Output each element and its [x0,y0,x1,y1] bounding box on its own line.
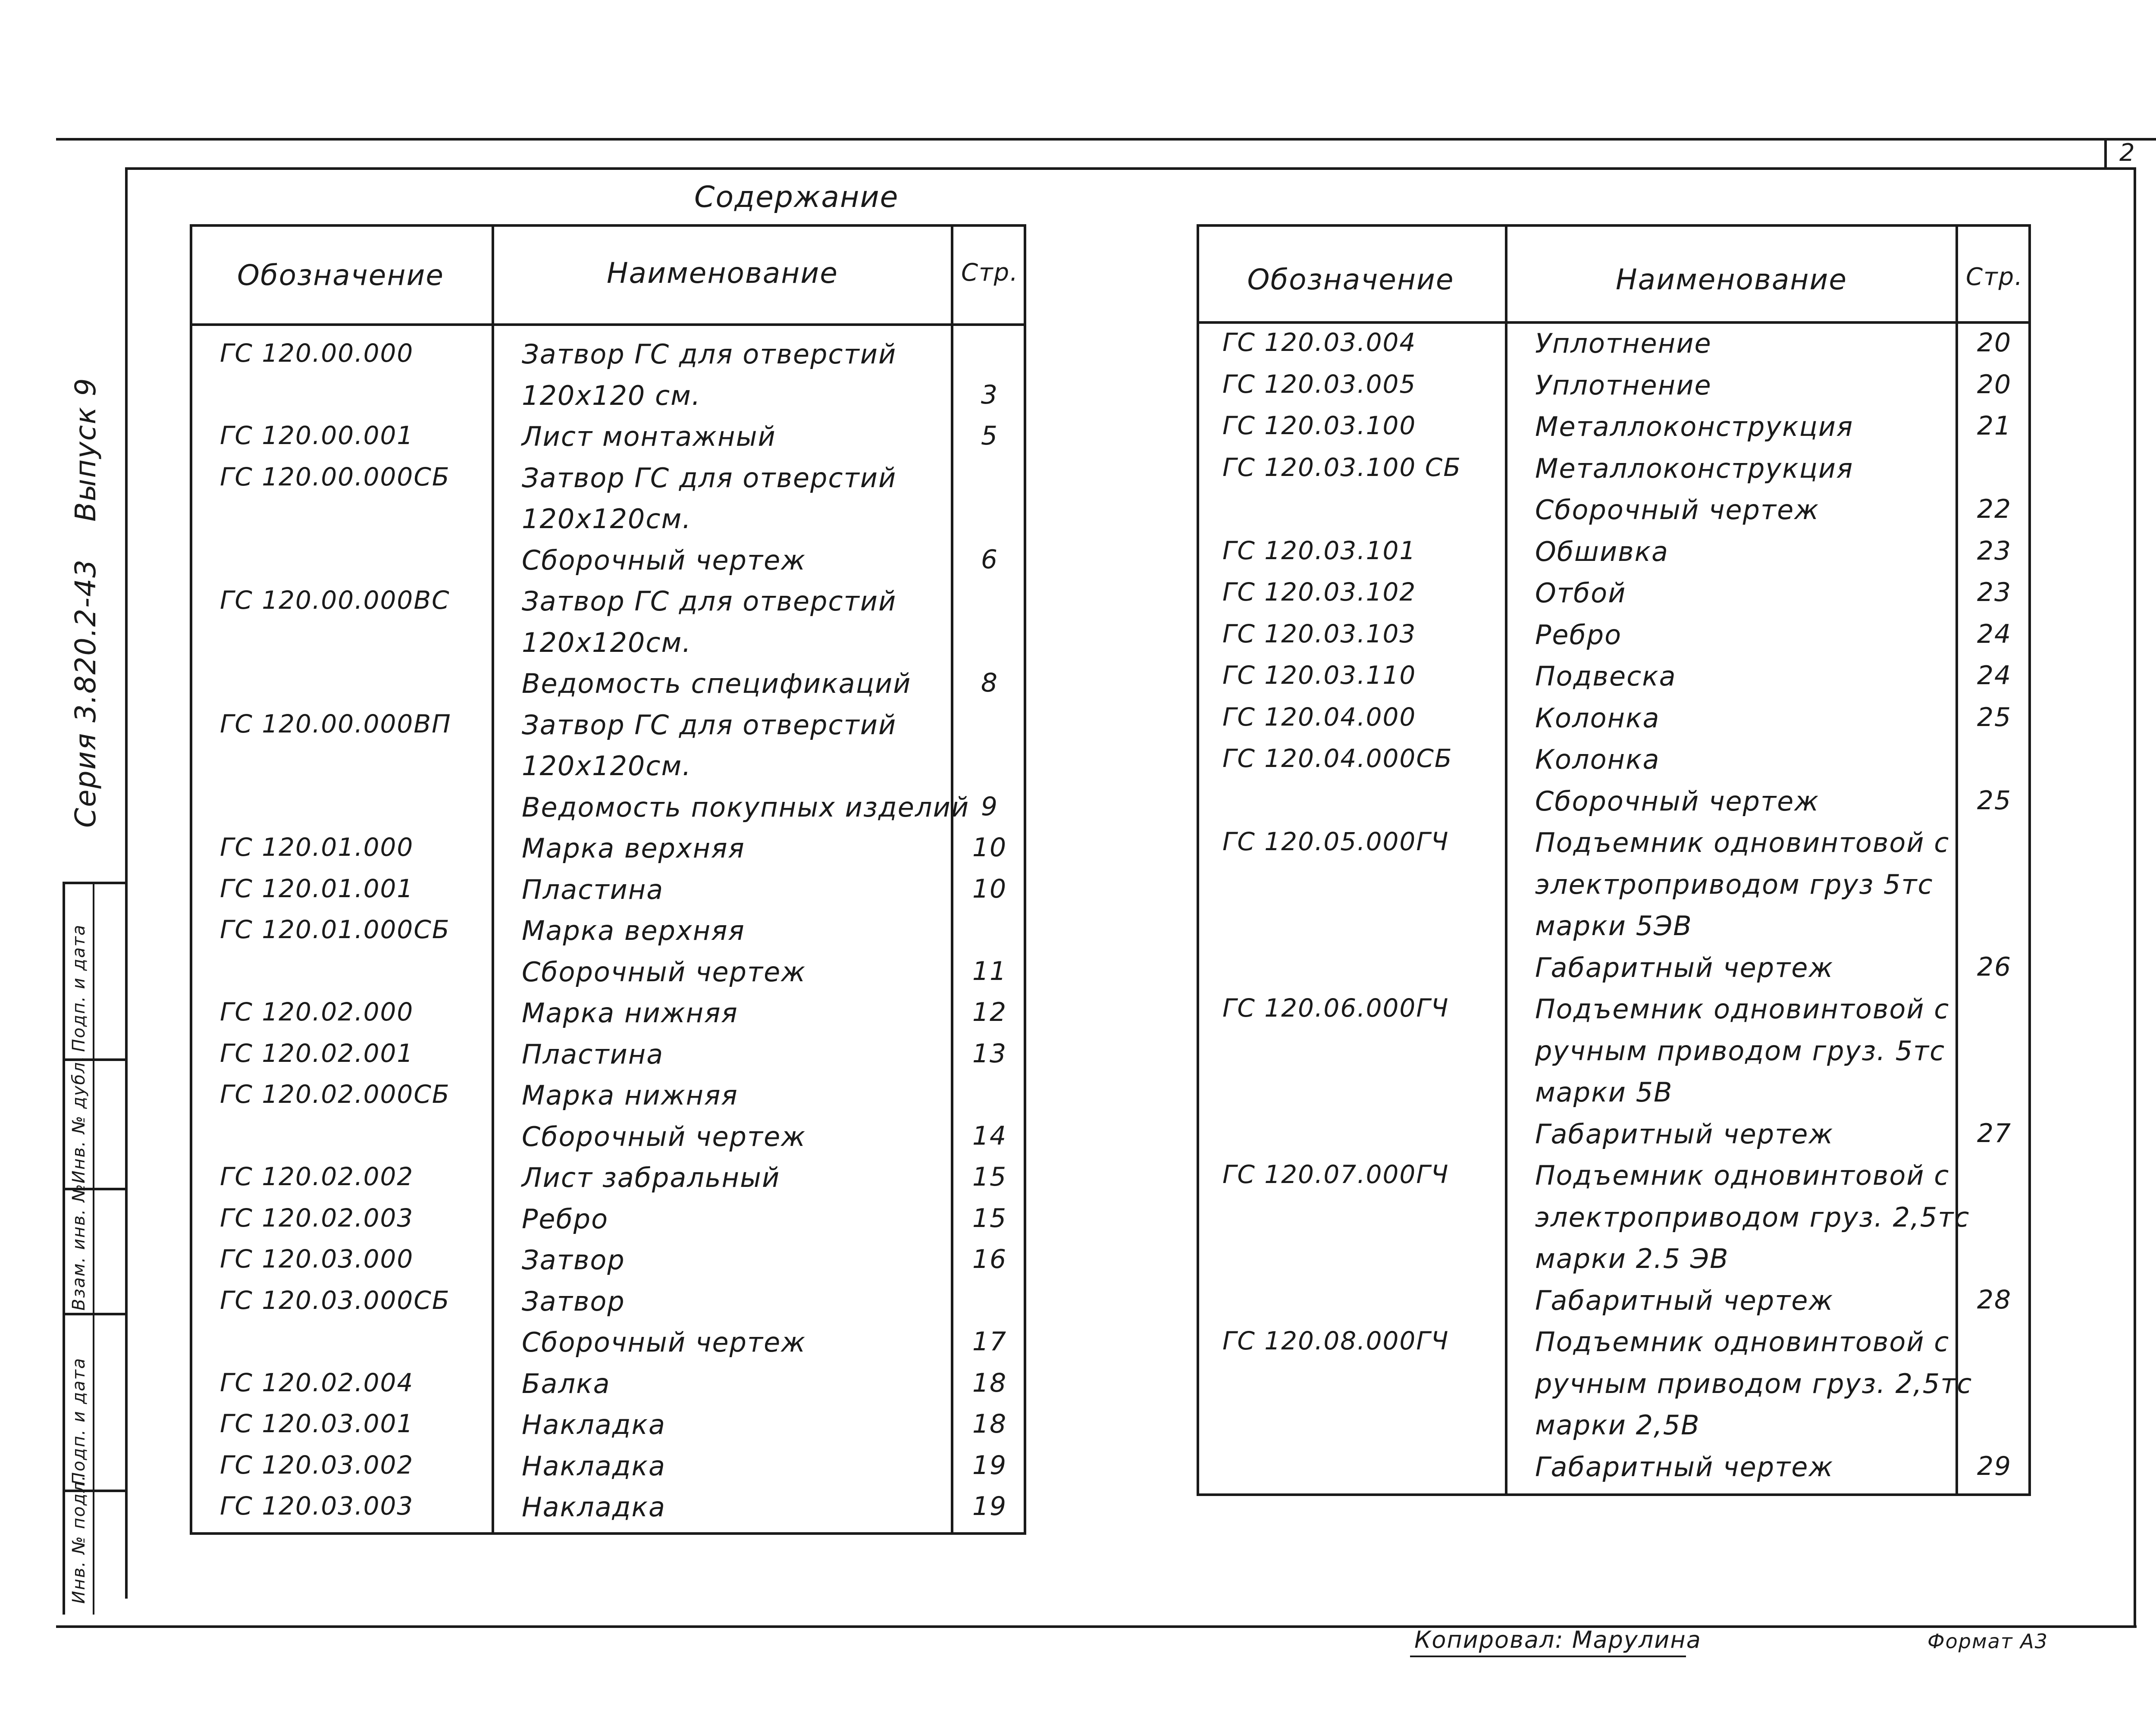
left_rows-row-8-name: Ведомость спецификаций [522,668,912,699]
right_rows-row-7-name: Ребро [1535,619,1622,651]
left_rows-row-28-name: Накладка [522,1491,666,1523]
left_rows-row-27-designation: ГС 120.03.002 [220,1450,414,1480]
right_rows-row-9-designation: ГС 120.04.000 [1222,702,1416,732]
left_rows-row-20-name: Лист забральный [522,1162,780,1193]
right-col-div-1 [1505,224,1507,1496]
right_rows-row-16-name: Подъемник одновинтовой с [1535,993,1950,1025]
left_rows-row-3-designation: ГС 120.00.000СБ [220,462,450,491]
left-col-div-1 [492,224,494,1535]
right_rows-row-15-page: 26 [1977,951,2012,982]
right_rows-row-5-designation: ГС 120.03.101 [1222,535,1416,565]
right_rows-row-24-name: Подъемник одновинтовой с [1535,1326,1950,1358]
right_rows-row-4-name: Сборочный чертеж [1535,494,1820,526]
left_rows-row-10-name: 120х120см. [522,750,692,782]
left_rows-row-23-name: Затвор [522,1285,625,1317]
right_rows-row-8-name: Подвеска [1535,660,1677,692]
left_rows-row-26-page: 18 [972,1409,1007,1439]
right_rows-row-6-name: Отбой [1535,577,1626,609]
right_rows-row-0-page: 20 [1977,328,2012,358]
left_rows-row-11-name: Ведомость покупных изделий [522,791,970,823]
inner-left-border-line [125,167,128,1599]
left_rows-row-20-page: 15 [972,1162,1007,1192]
left_rows-row-4-name: 120х120см. [522,503,692,535]
left-header-designation: Обозначение [237,259,444,292]
left_rows-row-6-name: Затвор ГС для отверстий [522,585,897,617]
right_rows-row-17-name: ручным приводом груз. 5тс [1535,1035,1946,1067]
right-contents-table [1197,224,2031,1496]
left_rows-row-7-name: 120х120см. [522,626,692,658]
left-header-page: Стр. [961,259,1019,287]
left_rows-row-19-page: 14 [972,1120,1007,1151]
left_rows-row-16-designation: ГС 120.02.000 [220,997,414,1027]
right_rows-row-3-designation: ГС 120.03.100 СБ [1222,452,1462,482]
left_rows-row-13-page: 10 [972,873,1007,904]
stamp-column-left [63,882,65,1615]
left_rows-row-8-page: 8 [981,668,999,698]
left_rows-row-15-page: 11 [972,956,1007,986]
right_rows-row-6-page: 23 [1977,577,2012,607]
left_rows-row-28-designation: ГС 120.03.003 [220,1491,414,1521]
left_rows-row-5-page: 6 [981,544,999,575]
right_rows-row-23-name: Габаритный чертеж [1535,1284,1834,1316]
left_rows-row-21-designation: ГС 120.02.003 [220,1203,414,1233]
right_rows-row-1-designation: ГС 120.03.005 [1222,369,1416,399]
left-col-div-2 [951,224,953,1535]
right_rows-row-26-name: марки 2,5В [1535,1409,1700,1441]
left_rows-row-12-designation: ГС 120.01.000 [220,833,414,862]
right_rows-row-5-name: Обшивка [1535,535,1669,567]
left-contents-table [190,224,1026,1535]
right_rows-row-27-page: 29 [1977,1451,2012,1481]
right-header-name: Наименование [1616,263,1847,296]
left_rows-row-9-designation: ГС 120.00.000ВП [220,709,451,739]
right_rows-row-19-page: 27 [1977,1118,2012,1149]
inner-top-border-line [125,167,2134,170]
left-header-name: Наименование [607,257,838,290]
right_rows-row-11-name: Сборочный чертеж [1535,785,1820,817]
right_rows-row-9-page: 25 [1977,702,2012,732]
right_rows-row-1-name: Уплотнение [1535,369,1712,401]
right_rows-row-9-name: Колонка [1535,702,1660,734]
left_rows-row-25-page: 18 [972,1368,1007,1398]
left_rows-row-16-name: Марка нижняя [522,997,738,1029]
right_rows-row-8-page: 24 [1977,660,2012,691]
right_rows-row-11-page: 25 [1977,785,2012,816]
right-header-page: Стр. [1965,263,2024,291]
right_rows-row-18-name: марки 5В [1535,1077,1673,1108]
stamp-field-3: Взам. инв. № [69,1183,89,1311]
left_rows-row-11-page: 9 [981,791,999,822]
left_rows-row-22-name: Затвор [522,1244,625,1276]
left_rows-row-26-name: Накладка [522,1409,666,1440]
right_rows-row-3-name: Металлоконструкция [1535,452,1854,484]
left_rows-row-25-name: Балка [522,1368,611,1399]
right_rows-row-5-page: 23 [1977,535,2012,566]
left_rows-row-2-page: 5 [981,421,999,451]
right_rows-row-8-designation: ГС 120.03.110 [1222,660,1416,690]
right_rows-row-15-name: Габаритный чертеж [1535,951,1834,983]
right_rows-row-12-designation: ГС 120.05.000ГЧ [1222,827,1449,856]
right_rows-row-2-designation: ГС 120.03.100 [1222,411,1416,440]
left_rows-row-17-designation: ГС 120.02.001 [220,1038,414,1068]
left_rows-row-24-name: Сборочный чертеж [522,1327,806,1358]
right_rows-row-12-name: Подъемник одновинтовой с [1535,827,1950,858]
left_rows-row-5-name: Сборочный чертеж [522,544,806,576]
right_rows-row-13-name: электроприводом груз 5тс [1535,868,1934,900]
left_rows-row-12-page: 10 [972,833,1007,863]
left_rows-row-1-page: 3 [981,379,999,410]
right-header-designation: Обозначение [1247,263,1454,296]
bottom-border-line [56,1625,2137,1628]
right_rows-row-20-name: Подъемник одновинтовой с [1535,1160,1950,1191]
right_rows-row-16-designation: ГС 120.06.000ГЧ [1222,993,1449,1023]
left_rows-row-18-name: Марка нижняя [522,1080,738,1111]
sheet-number-box-left [2104,138,2107,169]
right_rows-row-22-name: марки 2.5 ЭВ [1535,1243,1729,1274]
footer-copied-by: Копировал: Марулина [1414,1626,1702,1653]
left_rows-row-20-designation: ГС 120.02.002 [220,1162,414,1191]
left_rows-row-25-designation: ГС 120.02.004 [220,1368,414,1397]
left_rows-row-0-designation: ГС 120.00.000 [220,338,414,368]
footer-copied-underline [1410,1656,1686,1657]
left_rows-row-2-designation: ГС 120.00.001 [220,421,414,450]
left_rows-row-27-name: Накладка [522,1450,666,1482]
right_rows-row-21-name: электроприводом груз. 2,5тс [1535,1201,1970,1233]
right_rows-row-25-name: ручным приводом груз. 2,5тс [1535,1368,1973,1399]
right_rows-row-24-designation: ГС 120.08.000ГЧ [1222,1326,1449,1355]
stamp-field-5: Инв. № подл. [69,1474,89,1604]
top-border-line [56,138,2156,141]
left_rows-row-16-page: 12 [972,997,1007,1027]
left-header-divider [190,323,1026,326]
left_rows-row-12-name: Марка верхняя [522,833,745,864]
sheet-number: 2 [2119,139,2136,167]
left_rows-row-17-page: 13 [972,1038,1007,1069]
left_rows-row-17-name: Пластина [522,1038,664,1070]
right_rows-row-2-name: Металлоконструкция [1535,411,1854,442]
right_rows-row-2-page: 21 [1977,411,2012,441]
left_rows-row-21-page: 15 [972,1203,1007,1233]
right_rows-row-23-page: 28 [1977,1284,2012,1315]
page-title: Содержание [694,180,899,214]
right_rows-row-0-designation: ГС 120.03.004 [1222,328,1416,357]
left_rows-row-0-name: Затвор ГС для отверстий [522,338,897,370]
right_rows-row-19-name: Габаритный чертеж [1535,1118,1834,1150]
left_rows-row-18-designation: ГС 120.02.000СБ [220,1080,450,1109]
left_rows-row-1-name: 120х120 см. [522,379,701,411]
left_rows-row-2-name: Лист монтажный [522,421,776,452]
stamp-field-2: Инв. № дубл. [69,1055,89,1183]
left_rows-row-14-designation: ГС 120.01.000СБ [220,915,450,944]
left_rows-row-14-name: Марка верхняя [522,915,745,946]
right_rows-row-27-name: Габаритный чертеж [1535,1451,1834,1483]
right_rows-row-20-designation: ГС 120.07.000ГЧ [1222,1160,1449,1189]
stamp-field-4: Подп. и дата [69,1357,89,1485]
left_rows-row-3-name: Затвор ГС для отверстий [522,462,897,494]
left_rows-row-28-page: 19 [972,1491,1007,1521]
right_rows-row-14-name: марки 5ЭВ [1535,910,1692,942]
right-header-divider [1197,321,2031,324]
right_rows-row-0-name: Уплотнение [1535,328,1712,359]
right_rows-row-4-page: 22 [1977,494,2012,524]
right_rows-row-7-page: 24 [1977,619,2012,649]
left_rows-row-21-name: Ребро [522,1203,609,1235]
left_rows-row-22-page: 16 [972,1244,1007,1274]
left_rows-row-19-name: Сборочный чертеж [522,1120,806,1152]
right-col-div-2 [1955,224,1958,1496]
side-series-label: Серия 3.820.2-43 [69,559,102,828]
left_rows-row-26-designation: ГС 120.03.001 [220,1409,414,1438]
left_rows-row-9-name: Затвор ГС для отверстий [522,709,897,741]
left_rows-row-24-page: 17 [972,1327,1007,1357]
left_rows-row-23-designation: ГС 120.03.000СБ [220,1285,450,1315]
inner-right-border-line [2134,167,2136,1627]
right_rows-row-7-designation: ГС 120.03.103 [1222,619,1416,648]
right_rows-row-10-designation: ГС 120.04.000СБ [1222,744,1453,773]
left_rows-row-6-designation: ГС 120.00.000ВС [220,585,450,615]
footer-format: Формат А3 [1927,1630,2048,1653]
left_rows-row-13-designation: ГС 120.01.001 [220,873,414,903]
left_rows-row-27-page: 19 [972,1450,1007,1480]
left_rows-row-13-name: Пластина [522,873,664,905]
right_rows-row-10-name: Колонка [1535,744,1660,775]
right_rows-row-6-designation: ГС 120.03.102 [1222,577,1416,607]
side-issue-label: Выпуск 9 [69,377,102,522]
left_rows-row-22-designation: ГС 120.03.000 [220,1244,414,1274]
left_rows-row-15-name: Сборочный чертеж [522,956,806,988]
stamp-inner-line [93,882,94,1615]
right_rows-row-1-page: 20 [1977,369,2012,400]
stamp-field-1: Подп. и дата [69,924,89,1052]
